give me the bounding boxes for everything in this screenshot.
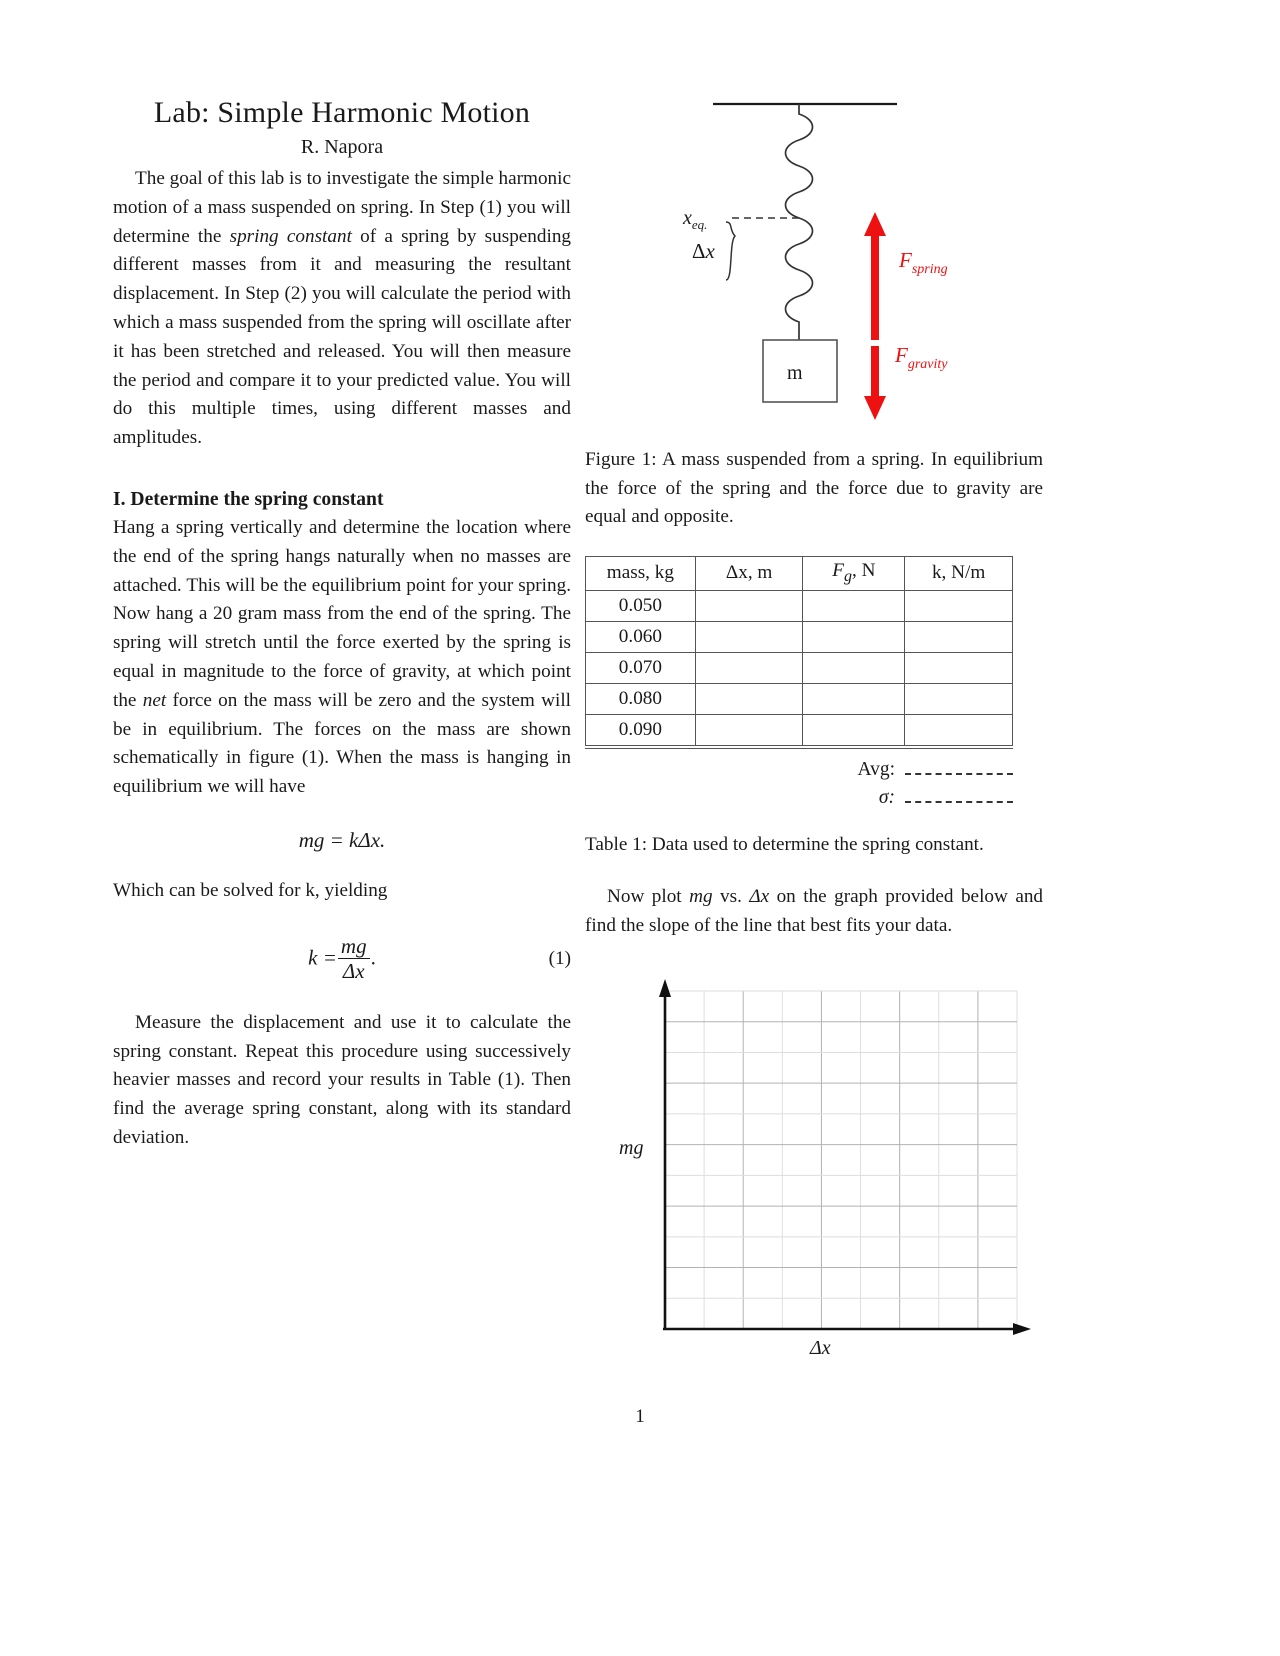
table-body <box>586 590 1013 745</box>
force-spring-arrow <box>864 212 886 340</box>
x-eq-main: x <box>683 207 692 229</box>
table-row <box>586 714 1013 745</box>
cell-mass: 0.090 <box>586 714 696 745</box>
plot-math-a: mg <box>689 886 713 907</box>
plot-instructions <box>585 883 1043 941</box>
x-axis-label: Δx <box>810 1336 831 1359</box>
force-gravity-main: F <box>895 343 908 367</box>
intro-paragraph <box>113 165 571 453</box>
section-one-emphasis: net <box>142 689 167 711</box>
equation-one-lhs: k = <box>308 945 337 970</box>
spring-constant-table <box>585 556 1013 746</box>
cell-k[interactable] <box>905 652 1013 683</box>
cell-mass: 0.060 <box>586 621 696 652</box>
table-row <box>586 621 1013 652</box>
cell-mass: 0.080 <box>586 683 696 714</box>
plot-text-c: on the graph provided below and find the slope of the line that best fits your data. <box>585 886 1044 936</box>
y-axis-label: mg <box>619 1136 644 1159</box>
section-one-paragraph-c: Measure the displacement and use it to calculate the spring constant. Repeat this procedure using successively heavier masses and record your results in Table (1). Then find the average spring constant, along with its standard deviation. <box>113 1011 571 1149</box>
average-label: Avg: <box>857 758 895 780</box>
equation-equilibrium <box>113 828 571 853</box>
cell-fg[interactable] <box>803 652 905 683</box>
summary-row-sigma <box>585 787 1013 809</box>
cell-mass: 0.050 <box>586 590 696 621</box>
cell-k[interactable] <box>905 590 1013 621</box>
force-gravity-label <box>894 343 948 372</box>
section-heading-one: I. Determine the spring constant <box>113 488 384 510</box>
plot-text-b: vs. <box>712 886 750 907</box>
cell-fg[interactable] <box>803 714 905 745</box>
left-column <box>113 96 571 1153</box>
table-bottom-rule <box>585 748 1013 751</box>
mass-label: m <box>787 362 803 384</box>
section-one-text-b: force on the mass will be zero and the system will be in equilibrium. The forces on the mass are shown schematically in figure (1). When the mass is hanging in equilibrium we will have <box>113 689 571 798</box>
cell-deltax[interactable] <box>695 621 803 652</box>
intro-emphasis: spring constant <box>229 225 352 247</box>
table-header-mass: mass, kg <box>586 556 696 590</box>
section-one-text-a: Hang a spring vertically and determine the location where the end of the spring hangs naturally when no masses are attached. This will be the equilibrium point for your spring. Now hang a 20 gram mass from the end of the spring. The spring will stretch until the force exerted by the spring is equal in magnitude to the force of gravity, at which point the <box>113 516 571 711</box>
figure-caption: Figure 1: A mass suspended from a spring. In equilibrium the force of the spring and the force due to gravity are equal and opposite. <box>585 449 1043 527</box>
sigma-label: σ: <box>878 786 895 808</box>
figure-spring-mass-diagram <box>585 90 1043 430</box>
force-gravity-arrow <box>864 346 886 420</box>
x-eq-subscript: eq. <box>691 217 708 232</box>
x-axis <box>663 1323 1031 1335</box>
equation-one-trailing: . <box>370 945 376 970</box>
cell-k[interactable] <box>905 683 1013 714</box>
cell-fg[interactable] <box>803 590 905 621</box>
cell-fg[interactable] <box>803 621 905 652</box>
table-header-fg: $F_g$, N <box>803 556 905 590</box>
equation-equilibrium-text: mg = kΔx. <box>298 827 386 852</box>
intro-text-a: The goal of this lab is to investigate the simple harmonic motion of a mass suspended on spring. In Step (1) you will determine the <box>113 168 571 247</box>
x-eq-label <box>682 207 707 232</box>
y-axis <box>659 979 671 1329</box>
spring-mass-svg <box>585 90 1043 430</box>
equation-one-denominator: Δx <box>338 958 370 982</box>
table-row <box>586 652 1013 683</box>
equation-one-number: (1) <box>548 948 571 970</box>
table-header-row <box>586 556 1013 590</box>
section-one-paragraph <box>113 514 571 802</box>
plot-text-a: Now plot <box>607 886 690 907</box>
spring-coil <box>786 104 813 340</box>
graph-paper <box>585 971 1043 1371</box>
equation-one <box>113 933 571 983</box>
right-column <box>585 90 1043 1371</box>
cell-fg[interactable] <box>803 683 905 714</box>
intro-text-b: of a spring by suspending different masses from it and measuring the resultant displacement. In Step (2) you will calculate the period with which a mass suspended from the spring will oscillate after it has been stretched and released. You will then measure the period and compare it to your predicted value. You will do this multiple times, using different masses and amplitudes. <box>113 225 572 449</box>
cell-k[interactable] <box>905 714 1013 745</box>
table-row <box>586 590 1013 621</box>
force-spring-subscript: spring <box>911 262 948 277</box>
cell-deltax[interactable] <box>695 714 803 745</box>
table-caption: Table 1: Data used to determine the spring constant. <box>585 833 984 855</box>
cell-mass: 0.070 <box>586 652 696 683</box>
table-summary <box>585 759 1013 809</box>
grid-lines <box>665 991 1017 1329</box>
force-spring-main: F <box>899 248 912 272</box>
author-name: R. Napora <box>300 136 384 158</box>
cell-deltax[interactable] <box>695 683 803 714</box>
table-header-k: k, N/m <box>905 556 1013 590</box>
summary-row-average <box>585 759 1013 781</box>
bridge-paragraph: Which can be solved for k, yielding <box>113 879 388 901</box>
delta-x-label: Δx <box>692 239 715 263</box>
delta-x-brace <box>726 222 735 280</box>
plot-math-b: Δx <box>749 886 770 907</box>
page-number: 1 <box>635 1406 645 1427</box>
sigma-blank[interactable] <box>905 790 1013 803</box>
table-header-deltax: Δx, m <box>695 556 803 590</box>
cell-k[interactable] <box>905 621 1013 652</box>
equation-one-fraction <box>338 935 370 982</box>
equation-one-numerator: mg <box>340 933 367 958</box>
force-gravity-subscript: gravity <box>907 357 948 372</box>
graph-svg <box>585 971 1043 1371</box>
cell-deltax[interactable] <box>695 652 803 683</box>
table-one-wrapper <box>585 556 1043 809</box>
table-row <box>586 683 1013 714</box>
average-blank[interactable] <box>905 762 1013 775</box>
force-spring-label <box>898 248 948 277</box>
page-title: Lab: Simple Harmonic Motion <box>153 96 531 129</box>
cell-deltax[interactable] <box>695 590 803 621</box>
